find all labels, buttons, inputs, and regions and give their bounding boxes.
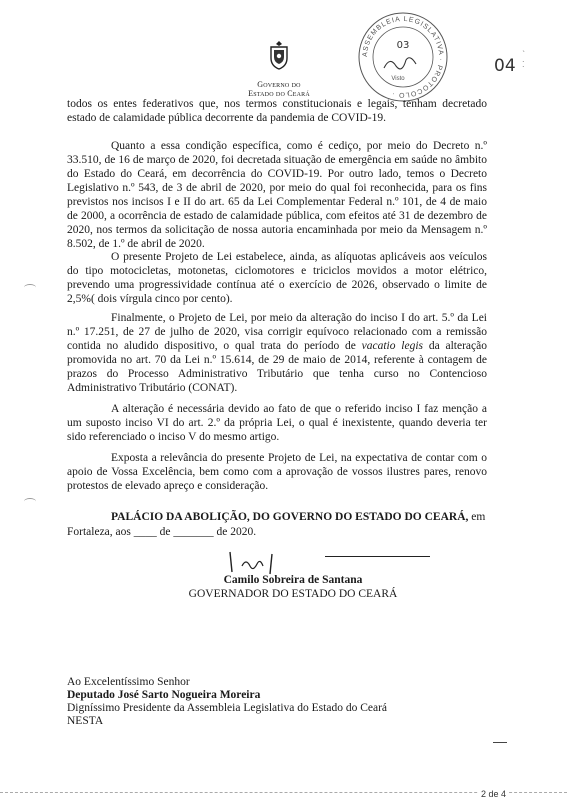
date-line: Fortaleza, aos ____ de _______ de 2020. bbox=[67, 526, 257, 538]
addressee-name: Deputado José Sarto Nogueira Moreira bbox=[67, 689, 261, 701]
closing-block bbox=[67, 510, 487, 540]
margin-dash bbox=[493, 742, 507, 743]
gov-line-2: Estado do Ceará bbox=[248, 89, 310, 98]
paragraph-1: todos os entes federativos que, nos termos constitucionais e legais, tenham decretado estado de calamidade pública decorrente da pandemia de COVID-19. bbox=[67, 98, 487, 124]
state-crest-icon bbox=[268, 40, 290, 70]
paragraph-2-text: Quanto a essa condição específica, como é cediço, por meio do Decreto n.º 33.510, de 16 de março de 2020, foi decretada situação de emergência em saúde no âmbito do Estado do Ceará, em decorrência do COVID-19. Por outro lado, temos o Decreto Legislativo n.º 543, de 3 de abril de 2020, por meio do qual foi reconhecida, para os fins previstos nos incisos I e II do art. 65 da Lei Complementar Federal n.º 101, de 4 de maio de 2000, a ocorrência de estado de calamidade pública, com efeitos até 31 de dezembro de 2020, nos termos da solicitação de nossa autoria encaminhada por meio da Mensagem n.º 8.502, de 1.º de abril de 2020. bbox=[67, 140, 487, 250]
paragraph-4-italic: vacatio legis bbox=[361, 340, 424, 352]
signer-title: GOVERNADOR DO ESTADO DO CEARÁ bbox=[188, 588, 398, 600]
signer-name: Camilo Sobreira de Santana bbox=[223, 574, 363, 586]
margin-mark bbox=[24, 284, 36, 291]
page-number: 2 de 4 bbox=[481, 789, 507, 799]
stamp-ring-text: ASSEMBLEIA LEGISLATIVA · PROTOCOLO · bbox=[361, 15, 445, 99]
addressee-salutation: Ao Excelentíssimo Senhor bbox=[67, 676, 190, 688]
addressee-block bbox=[67, 676, 387, 728]
paragraph-6-text: Exposta a relevância do presente Projeto de Lei, na expectativa de contar com o apoio de Vossa Excelência, bem como com a aprovação de vossos ilustres pares, renovo protestos de elevado apreço e consideração. bbox=[67, 452, 487, 492]
addressee-place: NESTA bbox=[67, 715, 104, 727]
paragraph-5 bbox=[67, 402, 487, 444]
page-handwritten-number: 04 bbox=[494, 56, 516, 76]
stamp-visto-label: Visto bbox=[391, 76, 405, 82]
signature-line bbox=[325, 556, 430, 557]
paragraph-2 bbox=[67, 139, 487, 251]
paragraph-6 bbox=[67, 451, 487, 493]
paragraph-4-text-b: da alteração promovida no art. 70 da Lei n.º 15.614, de 29 de maio de 2014, referente à contagem de prazos do Processo Administrativo Tributário que tenha curso no Contencioso Administrativo Tributário (CONAT). bbox=[67, 340, 487, 394]
paragraph-4-text-a: Finalmente, o Projeto de Lei, por meio da alteração do inciso I do art. 5.º da Lei n.º 17.251, de 27 de julho de 2020, visa corrigir equívoco relacionado com a remissão contida no aludido dispositivo, o qual trata do período de bbox=[67, 312, 487, 352]
stamp-number: 03 bbox=[396, 40, 410, 51]
palace-line: PALÁCIO DA ABOLIÇÃO, DO GOVERNO DO ESTADO DO CEARÁ, bbox=[111, 511, 469, 523]
paragraph-3-text: O presente Projeto de Lei estabelece, ainda, as alíquotas aplicáveis aos veículos do tipo motocicletas, motonetas, ciclomotores e triciclos movidos a motor elétrico, prevendo uma progressividade contínua até o exercício de 2026, observado o limite de 2,5%( dois vírgula cinco por cento). bbox=[67, 251, 487, 305]
paragraph-5-text: A alteração é necessária devido ao fato de que o referido inciso I faz menção a um suposto inciso VI do art. 2.º da própria Lei, o qual é inexistente, quando deveria ter sido referenciado o inciso V do mesmo artigo. bbox=[67, 403, 487, 443]
addressee-role: Digníssimo Presidente da Assembleia Legislativa do Estado do Ceará bbox=[67, 702, 388, 714]
government-heading bbox=[233, 80, 325, 98]
margin-ticks: ˋ ⁚ bbox=[522, 50, 526, 69]
protocol-stamp-icon bbox=[356, 10, 450, 104]
paragraph-3 bbox=[67, 250, 487, 306]
gov-line-1: Governo do bbox=[257, 80, 301, 89]
svg-text:ASSEMBLEIA LEGISLATIVA · PROTO bbox=[362, 16, 444, 98]
signer-block bbox=[168, 573, 418, 601]
paragraph-4 bbox=[67, 311, 487, 395]
palace-line-tail: em bbox=[468, 511, 486, 523]
margin-mark bbox=[24, 498, 36, 505]
